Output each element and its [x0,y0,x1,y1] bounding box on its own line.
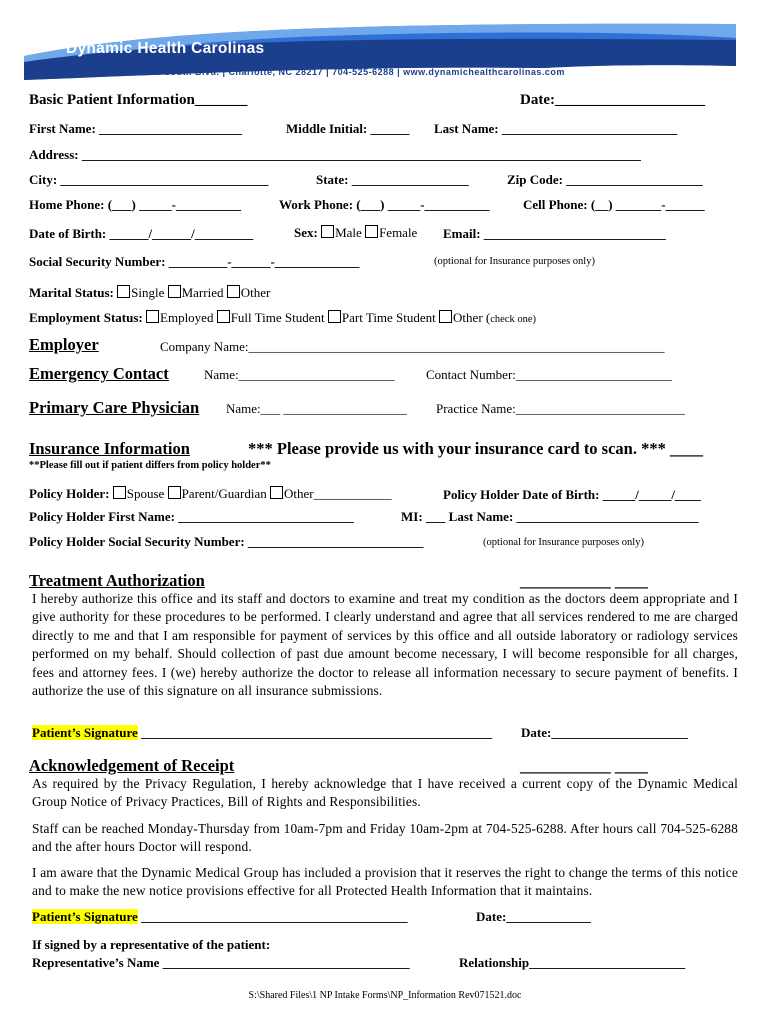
practice-name-field[interactable]: Practice Name:__________________________ [436,401,685,416]
single-checkbox[interactable] [117,285,130,298]
receipt-heading-tail: ___________ ____ [520,756,648,775]
part-time-student-checkbox[interactable] [328,310,341,323]
physician-name-field[interactable]: Name:___ ___________________ [226,401,407,416]
policy-holder-mi-last-name-field[interactable]: MI: ___ Last Name: ____________________________ [401,509,699,524]
emergency-contact-number-field[interactable]: Contact Number:________________________ [426,367,672,382]
full-time-student-label: Full Time Student [230,310,325,325]
insurance-notice-tail: ____ [669,439,703,458]
footer-path: S:\Shared Files\1 NP Intake Forms\NP_Information Rev071521.doc [248,990,522,1001]
other-marital-label: Other [240,285,271,300]
employment-status-group [29,310,536,326]
full-time-student-checkbox[interactable] [217,310,230,323]
work-phone-field[interactable]: Work Phone: (___) _____-__________ [279,197,490,212]
receipt-para-1: As required by the Privacy Regulation, I hereby acknowledge that I have received a current copy of the Dynamic Medical Group Notice of Privacy Practices, Bill of Rights and Responsibilities. [32,776,738,810]
relationship-field[interactable]: Relationship________________________ [459,955,686,970]
treatment-signature-row [32,725,492,741]
emergency-contact-heading: Emergency Contact [29,364,169,383]
first-name-field[interactable]: First Name: ______________________ [29,121,243,136]
employed-label: Employed [160,310,214,325]
treatment-text: I hereby authorize this office and its staff and doctors to examine and treat my condition as the doctors deem appropriate and I give authority for these procedures to be performed. I clearly understand and agree that all services rendered to me are charged directly to me and that I am responsible for payment of services by this office and all outside laboratory or radiology services performed on my behalf. Should collection of past due amount become necessary, I will become responsible for all charges, fees and attorney fees. I (we) hereby authorize the doctor to release all information necessary to secure payment of benefits. I authorize the use of this signature on all insurance submissions. [32,591,738,699]
sex-label: Sex: [294,225,318,240]
receipt-signature-label: Patient’s Signature [32,909,138,924]
male-label: Male [335,225,362,240]
insurance-notice [248,439,703,459]
female-label: Female [379,225,418,240]
employment-label: Employment Status: [29,310,143,325]
employer-heading: Employer [29,335,99,354]
email-field[interactable]: Email: ____________________________ [443,226,666,241]
treatment-signature-line[interactable]: ______________________________________________________ [141,725,493,740]
last-name-field[interactable]: Last Name: ___________________________ [434,121,678,136]
brand-name: Dynamic Health Carolinas [66,40,265,57]
treatment-heading-text: Treatment Authorization [29,571,205,590]
ssn-field[interactable]: Social Security Number: _________-______-_____________ [29,254,360,269]
date-field[interactable]: Date:____________________ [520,92,705,108]
middle-initial-field[interactable]: Middle Initial: ______ [286,121,410,136]
policy-holder-dob-field[interactable]: Policy Holder Date of Birth: _____/_____/____ [443,487,701,502]
policy-holder-ssn-note: (optional for Insurance purposes only) [483,537,644,548]
representative-name-field[interactable]: Representative’s Name ______________________________________ [32,955,410,970]
insurance-heading: Insurance Information [29,439,190,458]
part-time-student-label: Part Time Student [341,310,436,325]
check-one-note: check one) [490,314,536,325]
female-checkbox[interactable] [365,225,378,238]
treatment-heading [29,571,205,591]
treatment-heading-tail: ___________ ____ [520,571,648,590]
male-checkbox[interactable] [321,225,334,238]
married-checkbox[interactable] [168,285,181,298]
spouse-checkbox[interactable] [113,486,126,499]
city-field[interactable]: City: ________________________________ [29,172,269,187]
state-field[interactable]: State: __________________ [316,172,469,187]
receipt-para-2: Staff can be reached Monday-Thursday from 10am-7pm and Friday 10am-2pm at 704-525-6288. After hours call 704-525-6288 and the after hours Doctor will respond. [32,821,738,855]
treatment-signature-label: Patient’s Signature [32,725,138,740]
receipt-heading-text: Acknowledgement of Receipt [29,756,235,775]
marital-status-group [29,285,270,301]
cell-phone-field[interactable]: Cell Phone: (__) _______-______ [523,197,705,212]
receipt-para-3: I am aware that the Dynamic Medical Group has included a provision that it reserves the right to change the terms of this notice and to make the new notice provisions effective for all Protected Health Information that it maintains. [32,865,738,899]
basic-info-heading: Basic Patient Information_______ [29,92,248,108]
address-field[interactable]: Address: ______________________________________________________________________________________ [29,147,641,162]
insurance-notice-text: *** Please provide us with your insurance card to scan. *** [248,439,666,458]
other-holder-checkbox[interactable] [270,486,283,499]
married-label: Married [181,285,224,300]
sex-group [294,225,417,241]
other-marital-checkbox[interactable] [227,285,240,298]
receipt-heading [29,756,234,776]
ssn-note: (optional for Insurance purposes only) [434,256,595,267]
policy-holder-first-name-field[interactable]: Policy Holder First Name: ___________________________ [29,509,354,524]
representative-heading: If signed by a representative of the patient: [32,937,271,952]
policy-holder-group [29,486,392,502]
other-employment-label: Other ( [453,310,491,325]
receipt-date-field[interactable]: Date:_____________ [476,909,591,924]
address-line: 4705 South Blvd. | Charlotte, NC 28217 | 704-525-6288 | www.dynamichealthcarolinas.com [139,67,565,77]
company-name-field[interactable]: Company Name:________________________________________________________________ [160,339,665,354]
spouse-label: Spouse [126,486,165,501]
other-employment-checkbox[interactable] [439,310,452,323]
home-phone-field[interactable]: Home Phone: (___) _____-__________ [29,197,241,212]
receipt-signature-row [32,909,408,925]
policy-holder-ssn-field[interactable]: Policy Holder Social Security Number: ___________________________ [29,534,424,549]
zip-field[interactable]: Zip Code: _____________________ [507,172,703,187]
receipt-signature-line[interactable]: _________________________________________ [141,909,408,924]
physician-heading: Primary Care Physician [29,398,200,417]
single-label: Single [131,285,165,300]
emergency-name-field[interactable]: Name:________________________ [204,367,395,382]
other-holder-label: Other____________ [284,486,392,501]
employed-checkbox[interactable] [146,310,159,323]
insurance-subnote: **Please fill out if patient differs from policy holder** [29,460,271,471]
marital-label: Marital Status: [29,285,114,300]
dob-field[interactable]: Date of Birth: ______/______/_________ [29,226,254,241]
parent-guardian-checkbox[interactable] [168,486,181,499]
treatment-date-field[interactable]: Date:_____________________ [521,725,688,740]
parent-guardian-label: Parent/Guardian [181,486,267,501]
policy-holder-label: Policy Holder: [29,486,110,501]
